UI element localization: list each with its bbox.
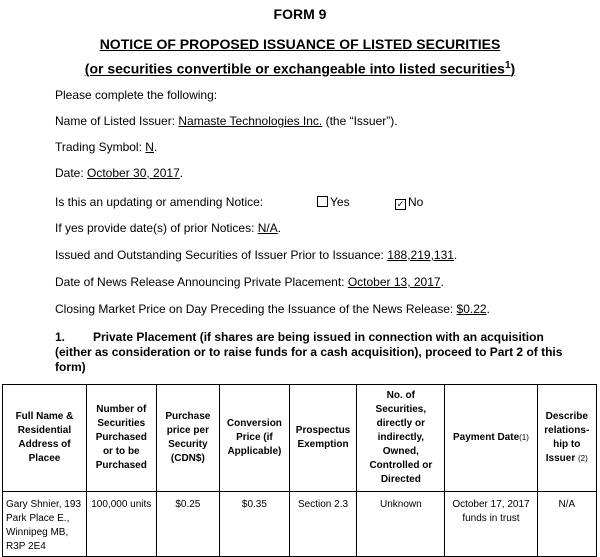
header-payment-date: Payment Date(1)	[445, 385, 537, 492]
prior-notices-line: If yes provide date(s) of prior Notices: N/A.	[55, 221, 282, 235]
header-relationship: Describe relations-hip to Issuer (2)	[537, 385, 596, 492]
notice-title	[0, 34, 600, 80]
no-option[interactable]: ✓ No	[396, 195, 424, 209]
header-placee: Full Name & Residential Address of Placee	[3, 385, 87, 492]
news-release-date: October 13, 2017	[347, 275, 441, 289]
prior-notices-value: N/A	[257, 221, 278, 235]
form-title: FORM 9	[273, 6, 327, 22]
outstanding-line: Issued and Outstanding Securities of Issuer Prior to Issuance: 188,219,131.	[55, 248, 458, 262]
no-checkbox-checked[interactable]: ✓	[396, 199, 405, 209]
header-conversion-price: Conversion Price (if Applicable)	[220, 385, 290, 492]
section-number: 1.	[55, 330, 66, 344]
intro-text: Please complete the following:	[55, 88, 218, 102]
yes-option[interactable]: Yes	[317, 195, 350, 209]
cell-relationship: N/A	[537, 492, 596, 557]
outstanding-value: 188,219,131	[387, 248, 454, 262]
header-securities-owned: No. of Securities, directly or indirectly, Owned, Controlled or Directed	[357, 385, 445, 492]
section-text: Private Placement (if shares are being issued in connection with an acquisition (either as consideration or to raise funds for a cash acquisition), proceed to Part 2 of this form)	[55, 330, 563, 374]
placee-table	[2, 384, 597, 557]
news-release-line: Date of News Release Announcing Private Placement: October 13, 2017.	[55, 275, 444, 289]
notice-title-line2: (or securities convertible or exchangeable into listed securities$^1$)	[84, 60, 516, 77]
section-heading	[55, 330, 575, 375]
cell-payment-date: October 17, 2017 funds in trust	[445, 492, 537, 557]
header-prospectus-exemption: Prospectus Exemption	[289, 385, 357, 492]
issuer-name: Namaste Technologies Inc.	[178, 114, 323, 128]
notice-title-line1: NOTICE OF PROPOSED ISSUANCE OF LISTED SECURITIES	[99, 36, 501, 52]
footnote-ref: 1	[504, 60, 511, 71]
yes-checkbox[interactable]	[317, 196, 328, 207]
cell-purchase-price: $0.25	[156, 492, 219, 557]
header-securities-purchased: Number of Securities Purchased or to be Purchased	[86, 385, 156, 492]
table-header-row	[3, 385, 597, 492]
cell-securities-owned: Unknown	[357, 492, 445, 557]
cell-prospectus-exemption: Section 2.3	[289, 492, 357, 557]
cell-placee: Gary Shnier, 193 Park Place E., Winnipeg MB, R3P 2E4	[3, 492, 87, 557]
updating-line: Is this an updating or amending Notice: Yes ✓ No	[55, 195, 424, 209]
trading-symbol-line: Trading Symbol: N.	[55, 140, 158, 154]
trading-symbol: N	[145, 140, 154, 154]
date-line: Date: October 30, 2017.	[55, 166, 184, 180]
notice-date: October 30, 2017	[87, 166, 180, 180]
cell-securities-purchased: 100,000 units	[86, 492, 156, 557]
table-row	[3, 492, 597, 557]
issuer-line: Name of Listed Issuer: Namaste Technologies Inc. (the “Issuer”).	[55, 114, 398, 128]
closing-price-value: $0.22	[456, 302, 487, 316]
closing-price-line: Closing Market Price on Day Preceding the Issuance of the News Release: $0.22.	[55, 302, 490, 316]
header-purchase-price: Purchase price per Security (CDN$)	[156, 385, 219, 492]
cell-conversion-price: $0.35	[220, 492, 290, 557]
